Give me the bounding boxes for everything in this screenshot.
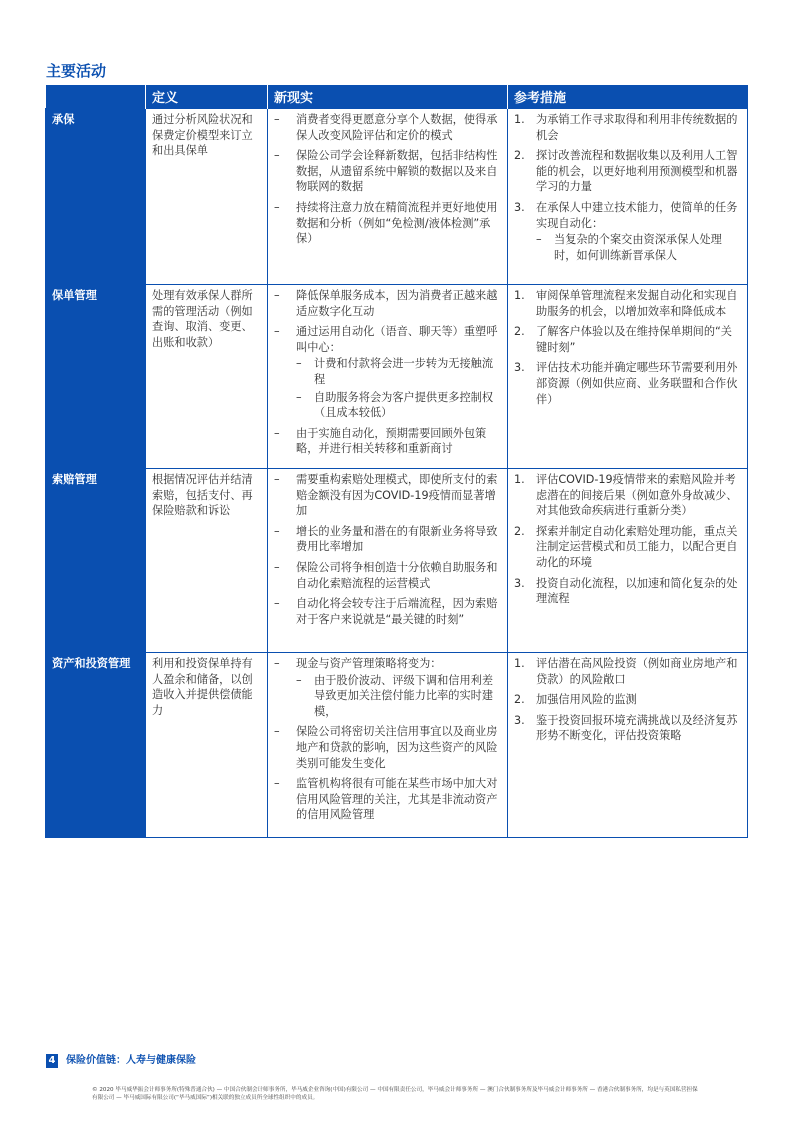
list-item-text: 保险公司学会诠释新数据，包括非结构性数据，从遗留系统中解锁的数据以及来自物联网的数据 xyxy=(296,149,498,194)
new-reality-cell xyxy=(268,109,508,285)
list-item-text: 探索并制定自动化索赔处理功能，重点关注制定运营模式和员工能力，以配合更自动化的环境 xyxy=(536,524,738,569)
list-item-text: 增长的业务量和潜在的有限新业务将导致费用比率增加 xyxy=(296,524,498,554)
list-item xyxy=(514,148,741,195)
list-item xyxy=(514,112,741,143)
item-number: 1. xyxy=(514,472,525,486)
list-item-text: 现金与资产管理策略将变为： xyxy=(296,656,442,670)
item-number: 2. xyxy=(514,693,525,707)
list-item xyxy=(514,360,741,407)
list-item xyxy=(514,576,741,607)
list-item-text: 评估潜在高风险投资（例如商业房地产和贷款）的风险敞口 xyxy=(536,656,738,686)
definition-cell: 利用和投资保单持有人盈余和储备，以创造收入并提供偿债能力 xyxy=(146,652,268,837)
measures-cell xyxy=(508,652,748,837)
definition-cell: 通过分析风险状况和保费定价模型来订立和出具保单 xyxy=(146,109,268,285)
header-definition: 定义 xyxy=(146,85,268,109)
category-label: 承保 xyxy=(46,109,146,285)
list-item xyxy=(514,656,741,687)
sub-list-item: – 计费和付款将会进一步转为无接触流程 xyxy=(296,356,501,387)
item-number: 3. xyxy=(514,713,525,727)
list-item xyxy=(274,656,501,719)
new-reality-cell xyxy=(268,285,508,469)
item-number: 1. xyxy=(514,289,525,302)
new-reality-list xyxy=(274,472,501,627)
category-label: 保单管理 xyxy=(46,285,146,469)
sub-list-item: – 自助服务将会为客户提供更多控制权（且成本较低） xyxy=(296,390,501,421)
list-item-text: 鉴于投资回报环境充满挑战以及经济复苏形势不断变化，评估投资策略 xyxy=(536,713,738,743)
item-number: 2. xyxy=(514,325,525,339)
table-row xyxy=(46,285,748,469)
item-number: 3. xyxy=(514,576,525,590)
list-item-text: 自动化将会较专注于后端流程，因为索赔对于客户来说就是“最关键的时刻” xyxy=(296,597,498,626)
item-number: 3. xyxy=(514,361,525,375)
measures-cell xyxy=(508,468,748,652)
list-item xyxy=(514,692,741,708)
header-category xyxy=(46,85,146,109)
list-item xyxy=(274,288,501,319)
list-item xyxy=(514,288,741,319)
list-item-text: 监管机构将很有可能在某些市场中加大对信用风险管理的关注，尤其是非流动资产的信用风险管理 xyxy=(296,777,498,822)
list-item-text: 在承保人中建立技术能力，使简单的任务实现自动化： xyxy=(536,200,738,230)
definition-cell: 处理有效承保人群所需的管理活动（例如查询、取消、变更、出账和收款） xyxy=(146,285,268,469)
list-item xyxy=(274,596,501,627)
copyright-note: © 2020 毕马威华振会计师事务所(特殊普通合伙) — 中国合伙制会计师事务所，毕马威企业咨询(中国)有限公司 — 中国有限责任公司，毕马威会计师事务所 — 澳门合伙制事务所及毕马威会计师事务所 — 香港合伙制事务所，均是与英国私营担保有限公司 — 毕马威国际有限公司(“毕马威国际”)相关联的独立成员所全球性组织中的成员。 xyxy=(92,1087,698,1101)
measures-cell xyxy=(508,285,748,469)
item-number: 2. xyxy=(514,524,525,538)
table-header-row xyxy=(46,85,748,109)
section-title: 主要活动 xyxy=(46,62,107,80)
list-item-text: 投资自动化流程，以加速和简化复杂的处理流程 xyxy=(536,576,738,606)
list-item-text: 通过运用自动化（语音、聊天等）重塑呼叫中心： xyxy=(296,325,498,354)
list-item xyxy=(274,524,501,555)
list-item-text: 审阅保单管理流程来发掘自动化和实现自助服务的机会，以增加效率和降低成本 xyxy=(536,289,738,318)
list-item xyxy=(274,560,501,591)
list-item xyxy=(274,112,501,143)
sub-list-item: – 由于股价波动、评级下调和信用利差导致更加关注偿付能力比率的实时建模， xyxy=(296,673,501,720)
list-item xyxy=(274,200,501,247)
list-item xyxy=(274,776,501,823)
measures-cell xyxy=(508,109,748,285)
sub-list xyxy=(536,232,741,263)
list-item-text: 持续将注意力放在精简流程并更好地使用数据和分析（例如“免检测/液体检测”承保） xyxy=(296,200,498,246)
new-reality-list xyxy=(274,656,501,823)
table-row xyxy=(46,109,748,285)
activities-table xyxy=(45,85,748,838)
list-item-text: 需要重构索赔处理模式，即使所支付的索赔金额没有因为COVID-19疫情而显著增加 xyxy=(296,472,498,518)
list-item-text: 评估技术功能并确定哪些环节需要利用外部资源（例如供应商、业务联盟和合作伙伴） xyxy=(536,361,738,406)
list-item-text: 由于实施自动化，预期需要回顾外包策略，并进行相关转移和重新商讨 xyxy=(296,426,487,456)
list-item xyxy=(274,472,501,519)
new-reality-list xyxy=(274,288,501,457)
measures-list xyxy=(514,112,741,263)
list-item-text: 保险公司将密切关注信用事宜以及商业房地产和贷款的影响，因为这些资产的风险类别可能发生变化 xyxy=(296,725,498,770)
list-item-text: 了解客户体验以及在维持保单期间的“关键时刻” xyxy=(536,325,732,354)
page-number: 4 xyxy=(46,1054,58,1068)
list-item xyxy=(274,148,501,195)
list-item-text: 降低保单服务成本，因为消费者正越来越适应数字化互动 xyxy=(296,289,498,318)
list-item-text: 为承销工作寻求取得和利用非传统数据的机会 xyxy=(536,113,738,142)
definition-cell: 根据情况评估并结清索赔，包括支付、再保险赔款和诉讼 xyxy=(146,468,268,652)
list-item xyxy=(514,472,741,519)
sub-list xyxy=(296,673,501,720)
table-body xyxy=(46,109,748,838)
footer-title: 保险价值链：人寿与健康保险 xyxy=(66,1055,196,1066)
list-item xyxy=(514,324,741,355)
list-item xyxy=(274,426,501,457)
measures-list xyxy=(514,288,741,407)
list-item-text: 探讨改善流程和数据收集以及利用人工智能的机会，以更好地利用预测模型和机器学习的力量 xyxy=(536,149,738,194)
list-item-text: 消费者变得更愿意分享个人数据，使得承保人改变风险评估和定价的模式 xyxy=(296,113,498,142)
new-reality-cell xyxy=(268,468,508,652)
table-row xyxy=(46,652,748,837)
measures-list xyxy=(514,656,741,744)
item-number: 1. xyxy=(514,656,525,670)
new-reality-cell xyxy=(268,652,508,837)
new-reality-list xyxy=(274,112,501,247)
header-measures: 参考措施 xyxy=(508,85,748,109)
item-number: 3. xyxy=(514,200,525,214)
sub-list-item: – 当复杂的个案交由资深承保人处理时，如何训练新晋承保人 xyxy=(536,232,741,263)
list-item xyxy=(514,524,741,571)
category-label: 资产和投资管理 xyxy=(46,652,146,837)
list-item-text: 评估COVID-19疫情带来的索赔风险并考虑潜在的间接后果（例如意外身故减少、对其他致命疾病进行重新分类） xyxy=(536,472,738,518)
list-item xyxy=(274,324,501,421)
list-item xyxy=(514,713,741,744)
item-number: 1. xyxy=(514,113,525,126)
category-label: 索赔管理 xyxy=(46,468,146,652)
list-item xyxy=(514,200,741,263)
list-item-text: 加强信用风险的监测 xyxy=(536,693,637,707)
table-row xyxy=(46,468,748,652)
sub-list xyxy=(296,356,501,420)
item-number: 2. xyxy=(514,149,525,163)
list-item xyxy=(274,724,501,771)
header-new-reality: 新现实 xyxy=(268,85,508,109)
list-item-text: 保险公司将争相创造十分依赖自助服务和自动化索赔流程的运营模式 xyxy=(296,560,498,590)
measures-list xyxy=(514,472,741,607)
